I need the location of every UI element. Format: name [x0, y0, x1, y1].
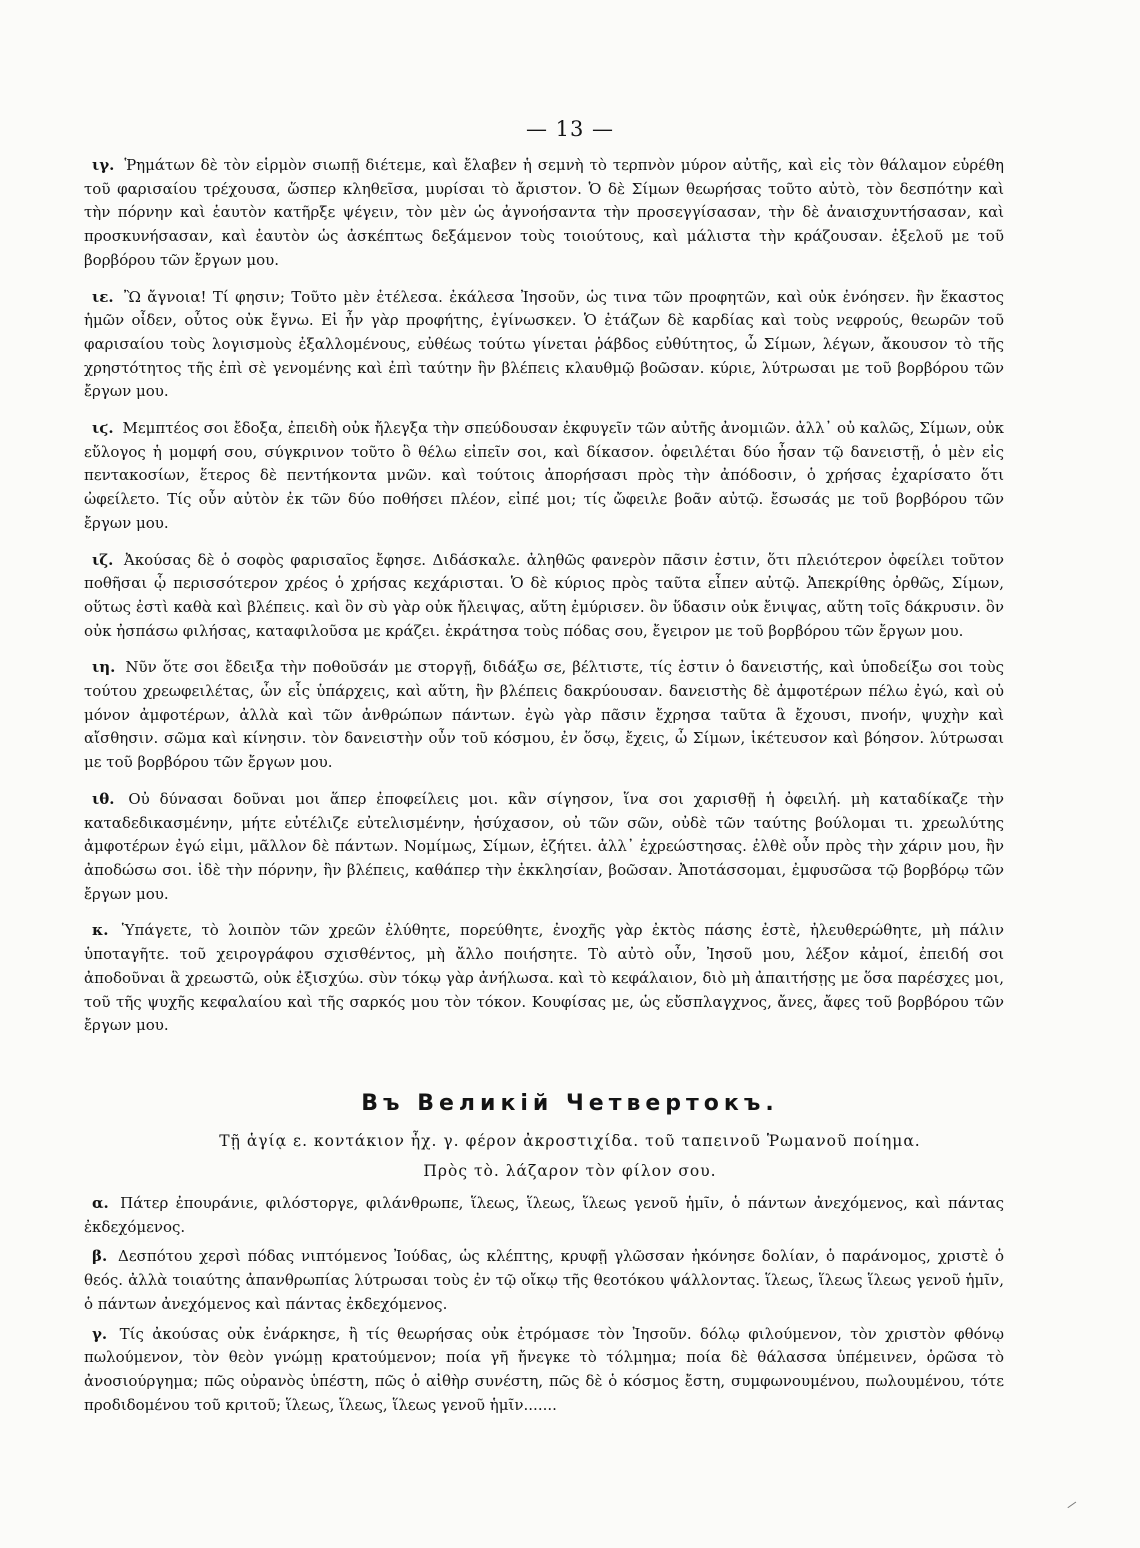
- hymn-stanza-g: [84, 1323, 1004, 1418]
- page-number: — 13 —: [525, 117, 615, 141]
- paragraph-text: Νῦν ὅτε σοι ἔδειξα τὴν ποθοῦσάν με στοργῇ, διδάξω σε, βέλτιστε, τίς ἐστιν ὁ δανειστής, καὶ ὑποδείξω σοι τοὺς τούτου χρεωφειλέτας, ὧν εἷς ὑπάρχεις, καὶ αὕτη, ἣν βλέπεις δακρύουσαν. δανειστὴς δὲ ἀμφοτέρων πέλω ἐγώ, καὶ οὐ μόνον ἀμφοτέρων, ἀλλὰ καὶ τῶν ἀνθρώπων πάντων. ἐγὼ γὰρ πᾶσιν ἔχρησα ταῦτα ἃ ἔχουσι, πνοήν, ψυχὴν καὶ αἴσθησιν. σῶμα καὶ κίνησιν. τὸν δανειστὴν οὖν τοῦ κόσμου, ἐν ὅσῳ, ἔχεις, ὦ Σίμων, ἱκέτευσον καὶ βόησον. λύτρωσαι με τοῦ βορβόρου τῶν ἔργων μου.: [84, 658, 1004, 772]
- paragraph-text: Ῥημάτων δὲ τὸν εἱρμὸν σιωπῇ διέτεμε, καὶ ἔλαβεν ἡ σεμνὴ τὸ τερπνὸν μύρον αὐτῆς, καὶ εἰς τὸν θάλαμον εὑρέθη τοῦ φαρισαίου τρέχουσα, ὥσπερ κληθεῖσα, μυρίσαι τὸ ἄριστον. Ὁ δὲ Σίμων θεωρήσας τοῦτο αὐτὸ, τὸν δεσπότην καὶ τὴν πόρνην καὶ ἑαυτὸν κατῆρξε ψέγειν, τὸν μὲν ὡς ἀγνοήσαντα τὴν προσεγγίσασαν, τὴν δὲ ἀναισχυντήσασαν, καὶ προσκυνήσασαν, καὶ ἑαυτὸν ὡς ἀσκέπτως δεξάμενον τοὺς τοιούτους, καὶ μάλιστα τὴν κράζουσαν. ἐξελοῦ με τοῦ βορβόρου τῶν ἔργων μου.: [84, 156, 1004, 269]
- stanza-number: β.: [92, 1247, 108, 1266]
- paragraph-number: κ.: [92, 921, 109, 940]
- paragraph-number: ιη.: [92, 658, 116, 677]
- stanza-text: Πάτερ ἐπουράνιε, φιλόστοργε, φιλάνθρωπε, ἵλεως, ἵλεως, ἵλεως γενοῦ ἡμῖν, ὁ πάντων ἀνεχόμενος, καὶ πάντας ἐκδεχόμενος.: [84, 1194, 1004, 1236]
- body-text: [84, 154, 1004, 1051]
- stanza-number: γ.: [92, 1324, 108, 1343]
- paragraph-number: ιγ.: [92, 156, 115, 174]
- paragraph-15: [84, 286, 1004, 405]
- paragraph-number: ιε.: [92, 287, 114, 306]
- paragraph-18: [84, 656, 1004, 775]
- hymn-stanza-b: [84, 1245, 1004, 1316]
- paragraph-number: ιϛ.: [92, 419, 114, 438]
- scan-mark: [1067, 1502, 1078, 1512]
- melody-subheading: Πρὸς τὸ. λάζαρον τὸν φίλον σου.: [423, 1162, 717, 1180]
- paragraph-20: [84, 919, 1004, 1038]
- paragraph-text: Ἀκούσας δὲ ὁ σοφὸς φαρισαῖος ἔφησε. Διδάσκαλε. ἀληθῶς φανερὸν πᾶσιν ἐστιν, ὅτι πλειότερον ὀφείλει τοῦτον ποθῆσαι ᾧ περισσότερον χρέος ὁ χρήσας κεχάρισται. Ὁ δὲ κύριος πρὸς ταῦτα εἶπεν αὐτῷ. Ἀπεκρίθης ὀρθῶς, Σίμων, οὕτως ἐστὶ καθὰ καὶ βλέπεις. καὶ ὃν σὺ γὰρ οὐκ ἤλειψας, αὕτη ἐμύρισεν. ὃν ὕδασιν οὐκ ἔνιψας, αὕτη τοῖς δάκρυσιν. ὃν οὐκ ἠσπάσω φιλήσας, καταφιλοῦσα με κράζει. ἐκράτησα τοὺς πόδας σου, ἔγειρον με τοῦ βορβόρου τῶν ἔργων μου.: [84, 550, 1004, 640]
- paragraph-text: Μεμπτέος σοι ἔδοξα, ἐπειδὴ οὐκ ἤλεγξα τὴν σπεύδουσαν ἐκφυγεῖν τῶν αὐτῆς ἀνομιῶν. ἀλλ᾽ οὐ καλῶς, Σίμων, οὐκ εὔλογος ἡ μομφή σου, σύγκρινον τοῦτο ὃ θέλω εἰπεῖν σοι, καὶ δίκασον. ὀφειλέται δύο ἦσαν τῷ δανειστῇ, ὁ μὲν εἰς πεντακοσίων, ἕτερος δὲ πεντήκοντα μνῶν. καὶ τούτοις ἀπορήσασι πρὸς τὴν ἀπόδοσιν, ὁ χρήσας ἐχαρίσατο ὅτι ὠφείλετο. Τίς οὖν αὐτὸν ἐκ τῶν δύο ποθήσει πλέον, εἰπέ μοι; τίς ὤφειλε βοᾶν αὐτῷ. ἔσωσάς με τοῦ βορβόρου τῶν ἔργων μου.: [84, 419, 1004, 532]
- stanza-number: α.: [92, 1194, 109, 1212]
- paragraph-text: Ὑπάγετε, τὸ λοιπὸν τῶν χρεῶν ἐλύθητε, πορεύθητε, ἐνοχῆς γὰρ ἐκτὸς πάσης ἐστὲ, ἠλευθερώθητε, μὴ πάλιν ὑποταγῆτε. τοῦ χειρογράφου σχισθέντος, μὴ ἄλλο ποιήσητε. Τὸ αὐτὸ οὖν, Ἰησοῦ μου, λέξον κἀμοί, ἐπειδή σοι ἀποδοῦναι ἃ χρεωστῶ, οὐκ ἐξισχύω. σὺν τόκῳ γὰρ ἀνήλωσα. καὶ τὸ κεφάλαιον, διὸ μὴ ἀπαιτήσῃς με ὅσα παρέσχες μοι, τοῦ τῆς ψυχῆς κεφαλαίου καὶ τῆς σαρκός μου τὸν τόκον. Κουφίσας με, ὡς εὔσπλαγχνος, ἄνες, ἄφες τοῦ βορβόρου τῶν ἔργων μου.: [84, 921, 1004, 1035]
- stanza-text: Δεσπότου χερσὶ πόδας νιπτόμενος Ἰούδας, ὡς κλέπτης, κρυφῇ γλῶσσαν ἠκόνησε δολίαν, ὁ παράνομος, χριστὲ ὁ θεός. ἀλλὰ τοιαύτης ἀπανθρωπίας λύτρωσαι τοὺς ἐν τῷ οἴκῳ τῆς θεοτόκου ψάλλοντας. ἵλεως, ἵλεως ἵλεως γενοῦ ἡμῖν, ὁ πάντων ἀνεχόμενος καὶ πάντας ἐκδεχόμενος.: [84, 1247, 1004, 1313]
- paragraph-17: [84, 549, 1004, 644]
- paragraph-text: Ὢ ἄγνοια! Τί φησιν; Τοῦτο μὲν ἐτέλεσα. ἐκάλεσα Ἰησοῦν, ὡς τινα τῶν προφητῶν, καὶ οὐκ ἐνόησεν. ἣν ἕκαστος ἡμῶν οἶδεν, οὗτος οὐκ ἔγνω. Εἰ ἦν γὰρ προφήτης, ἐγίνωσκεν. Ὁ ἐτάζων δὲ καρδίας καὶ τοὺς νεφρούς, θεωρῶν τοῦ φαρισαίου τοὺς λογισμοὺς ἐξαλλομένους, εὐθέως τούτω γίνεται ῥάβδος εὐθύτητος, ὦ Σίμων, λέγων, ἄκουσον τὸ τῆς χρηστότητος τῆς ἐπὶ σὲ γενομένης καὶ ἐπὶ ταύτην ἣν βλέπεις κλαυθμῷ βοῶσαν. κύριε, λύτρωσαι με τοῦ βορβόρου τῶν ἔργων μου.: [84, 287, 1004, 401]
- section-heading: Въ Великій Четвертокъ.: [361, 1091, 779, 1116]
- paragraph-19: [84, 788, 1004, 907]
- kontakion-subheading: Τῇ ἁγίᾳ ε. κοντάκιον ἦχ. γ. φέρον ἀκροστιχίδα. τοῦ ταπεινοῦ Ῥωμανοῦ ποίημα.: [219, 1132, 921, 1150]
- paragraph-13: [84, 154, 1004, 273]
- hymn-stanzas: [84, 1192, 1004, 1423]
- paragraph-number: ιζ.: [92, 550, 114, 569]
- paragraph-number: ιθ.: [92, 789, 115, 808]
- stanza-text: Τίς ἀκούσας οὐκ ἐνάρκησε, ἢ τίς θεωρήσας οὐκ ἐτρόμασε τὸν Ἰησοῦν. δόλῳ φιλούμενον, τὸν χριστὸν φθόνῳ πωλούμενον, τὸν θεὸν γνώμῃ κρατούμενον; ποία γῆ ἤνεγκε τὸ τόλμημα; ποία δὲ θάλασσα ὑπέμεινεν, ὁρῶσα τὸ ἀνοσιούργημα; πῶς οὐρανὸς ὑπέστη, πῶς ὁ αἰθὴρ συνέστη, πῶς δὲ ὁ κόσμος ἔστη, συμφωνουμένου, πωλουμένου, τότε προδιδομένου τοῦ κριτοῦ; ἵλεως, ἵλεως, ἵλεως γενοῦ ἡμῖν.......: [84, 1324, 1004, 1414]
- hymn-stanza-a: [84, 1192, 1004, 1239]
- paragraph-16: [84, 417, 1004, 536]
- paragraph-text: Οὐ δύνασαι δοῦναι μοι ἅπερ ἐποφείλεις μοι. κἂν σίγησον, ἵνα σοι χαρισθῇ ἡ ὀφειλή. μὴ καταδίκαζε τὴν καταδεδικασμένην, μήτε εὐτέλιζε εὐτελισμένην, ἡσύχασον, οὐ τῶν σῶν, οὐδὲ τῶν ταύτης βούλομαι τι. χρεωλύτης ἀμφοτέρων ἐγώ εἰμι, μᾶλλον δὲ πάντων. Νομίμως, Σίμων, ἐζήτει. ἀλλ᾽ ἐχρεώστησας. ἐλθὲ οὖν πρὸς τὴν χάριν μου, ἣν ἀποδώσω σοι. ἰδὲ τὴν πόρνην, ἣν βλέπεις, καθάπερ τὴν ἐκκλησίαν, βοῶσαν. Ἀποτάσσομαι, ἐμφυσῶσα τῷ βορβόρῳ τῶν ἔργων μου.: [84, 789, 1004, 903]
